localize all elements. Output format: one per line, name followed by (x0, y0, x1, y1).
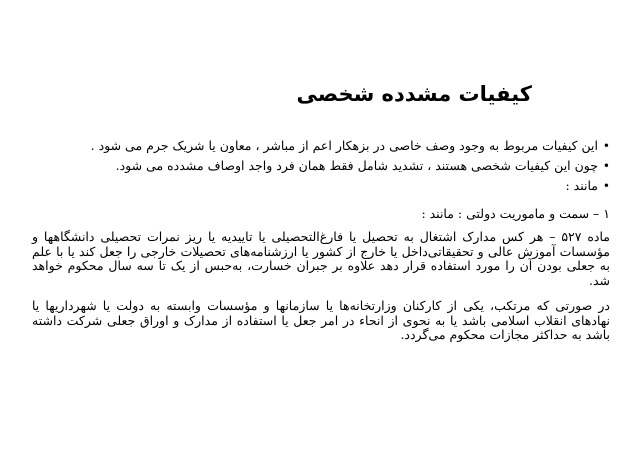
bullet-item (20, 136, 610, 156)
bullet-item (20, 176, 610, 196)
bullet-dot-icon: • (602, 159, 610, 173)
bullet-dot-icon: • (602, 179, 610, 193)
article-paragraph: ماده ۵۲۷ – هر کس مدارک اشتغال به تحصیل یا فارغ‌التحصیلی یا تاییدیه یا ریز نمرات تحصیلی دانشگاهها و مؤسسات آموزش عالی و تحقیقاتی‌داخل یا خارج از کشور یا ارزشنامه‌های تحصیلات خارجی را جعل کند یا با علم به جعلی بودن آن را مورد استفاده قرار دهد علاوه بر جبران خسارت، به‌حبس از یک تا سه سال محکوم خواهد شد. (32, 229, 611, 288)
bullet-item (20, 156, 610, 176)
slide-title: کیفیات مشدده شخصی (296, 82, 532, 106)
bullet-text: مانند : (565, 178, 598, 193)
bullet-text: چون این کیفیات شخصی هستند ، تشدید شامل فقط همان فرد واجد اوصاف مشدده می شود. (115, 158, 598, 173)
bullet-dot-icon: • (602, 139, 610, 153)
note-paragraph: در صورتی که مرتکب، یکی از کارکنان وزارتخانه‌ها یا سازمانها و مؤسسات وابسته به دولت یا شهرداریها یا نهادهای انقلاب اسلامی باشد یا به نحوی از انحاء در امر جعل یا استفاده از مدارک و اوراق جعلی شرکت داشته باشد به حداکثر مجازات محکوم می‌گردد. (32, 298, 610, 342)
bullet-text: این کیفیات مربوط به وجود وصف خاصی در بزهکار اعم از مباشر ، معاون یا شریک جرم می شود . (90, 138, 598, 153)
bullet-list (20, 136, 610, 196)
subheading: ۱ – سمت و ماموریت دولتی : مانند : (421, 206, 610, 221)
